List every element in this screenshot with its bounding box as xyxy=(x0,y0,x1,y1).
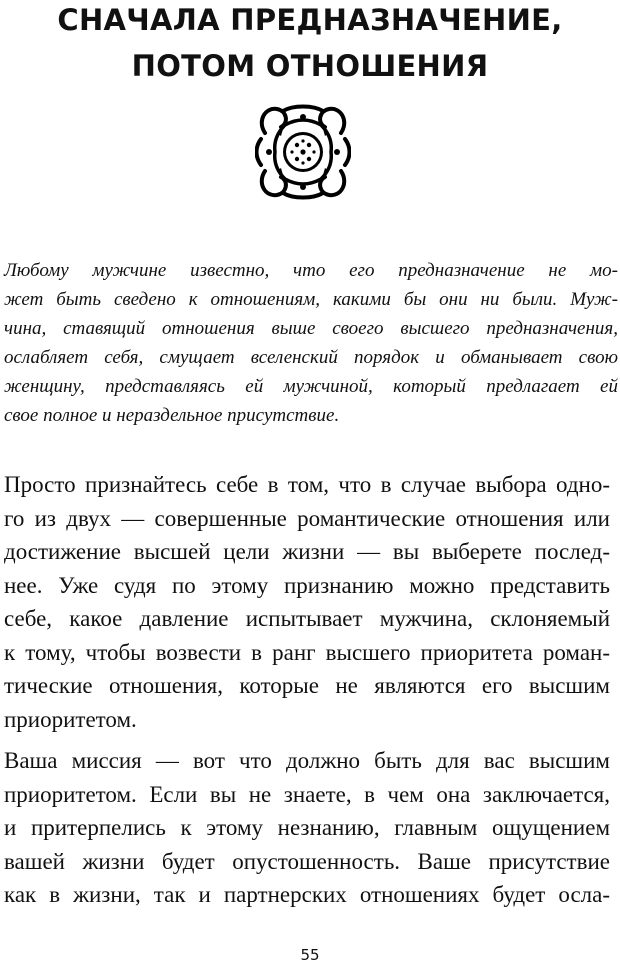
ornament-icon xyxy=(255,103,351,201)
paragraph-line: приоритетом. xyxy=(4,706,137,732)
chapter-title-line-2: ПОТОМ ОТНОШЕНИЯ xyxy=(131,49,489,83)
epigraph-line: ослабляет себя, смущает вселенский порядок и обманывает свою xyxy=(4,347,618,368)
paragraph-line: го из двух — совершенные романтические отношения или xyxy=(4,505,610,531)
paragraph-line: и притерпелись к этому незнанию, главным ощущением xyxy=(4,815,610,840)
paragraph-line: приоритетом. Если вы не знаете, в чем она заключается, xyxy=(4,781,610,807)
paragraph-line: Просто признайтесь себе в том, что в случае выбора одно- xyxy=(4,472,610,497)
paragraph-line: себе, какое давление испытывает мужчина, склоняемый xyxy=(4,606,610,631)
epigraph-line: жет быть сведено к отношениям, какими бы они ни были. Муж- xyxy=(4,289,618,310)
epigraph-line: Любому мужчине известно, что его предназначение не мо- xyxy=(4,260,618,281)
body-paragraph-2 xyxy=(4,744,610,912)
epigraph-line: свое полное и нераздельное присутствие. xyxy=(4,405,340,426)
paragraph-line: к тому, чтобы возвести в ранг высшего приоритета роман- xyxy=(4,639,610,665)
paragraph-line: Ваша миссия — вот что должно быть для вас высшим xyxy=(4,748,610,773)
paragraph-line: достижение высшей цели жизни — вы выберете послед- xyxy=(4,539,610,564)
chapter-title-line-1: СНАЧАЛА ПРЕДНАЗНАЧЕНИЕ, xyxy=(57,3,563,37)
page-number: 55 xyxy=(300,946,320,964)
body-paragraph-1 xyxy=(4,468,610,736)
epigraph-line: чина, ставящий отношения выше своего высшего предназначения, xyxy=(4,318,618,339)
paragraph-line: тические отношения, которые не являются его высшим xyxy=(4,673,610,698)
epigraph-line: женщину, представляясь ей мужчиной, который предлагает ей xyxy=(4,376,618,397)
paragraph-line: как в жизни, так и партнерских отношениях будет осла- xyxy=(4,882,610,907)
paragraph-line: вашей жизни будет опустошенность. Ваше присутствие xyxy=(4,848,610,874)
paragraph-line: нее. Уже судя по этому признанию можно представить xyxy=(4,572,610,598)
epigraph xyxy=(4,256,618,430)
